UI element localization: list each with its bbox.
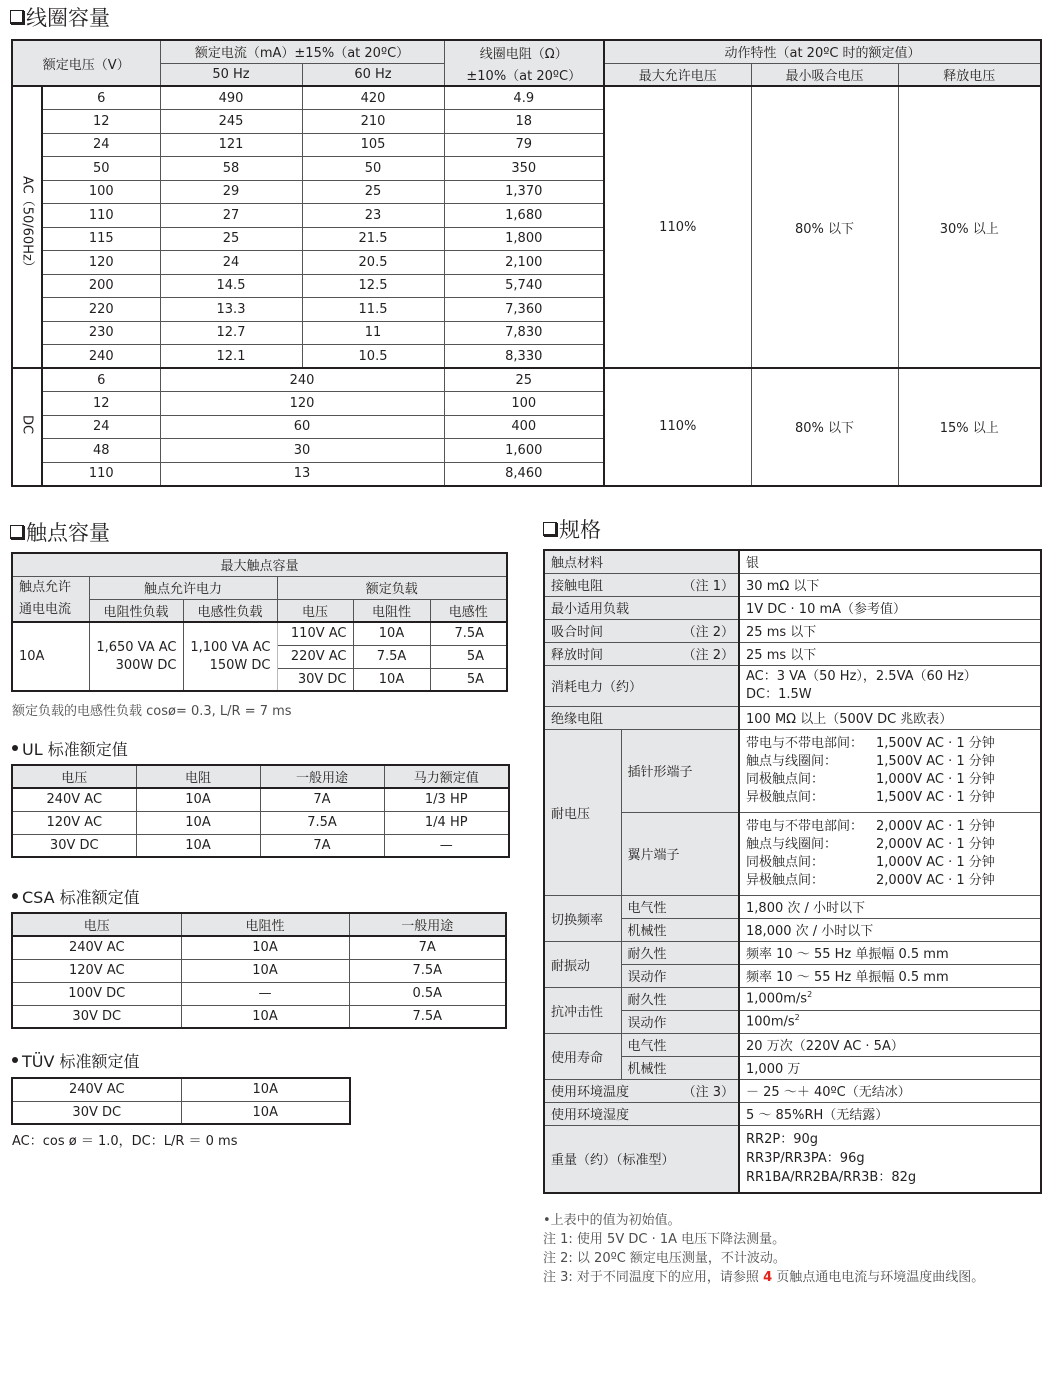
spec-value: 25 ms 以下 <box>739 642 1041 665</box>
coil-cell-r: 1,370 <box>444 180 604 204</box>
inductive-power-dc: 150W DC <box>209 657 271 673</box>
tuv-row-cell: 10A <box>181 1078 350 1101</box>
spec-value-weight <box>739 1125 1041 1193</box>
coil-cell-c60: 210 <box>302 110 444 134</box>
spec-label: 使用寿命 <box>544 1033 621 1079</box>
coil-cell-c: 120 <box>160 392 444 416</box>
coil-cell-v: 200 <box>42 274 160 298</box>
superscript: 2 <box>794 1013 800 1023</box>
csa-row-cell: 7.5A <box>349 1005 506 1028</box>
coil-cell-v: 24 <box>42 133 160 157</box>
ul-row <box>12 811 509 834</box>
spec-sublabel: 耐久性 <box>621 987 739 1010</box>
spec-label: 消耗电力（约） <box>544 665 739 706</box>
dielectric-line <box>746 753 1040 771</box>
weight-line: RR3P/RR3PA：96g <box>746 1151 865 1167</box>
coil-cell-r: 7,830 <box>444 321 604 345</box>
coil-cell-c: 240 <box>160 368 444 392</box>
ac-max-voltage: 110% <box>604 86 751 368</box>
contact-note: 额定负载的电感性负载 cosø= 0.3, L/R = 7 ms <box>12 704 292 719</box>
ul-row <box>12 788 509 811</box>
coil-cell-v: 50 <box>42 157 160 181</box>
tuv-row-cell: 30V DC <box>12 1101 181 1124</box>
ul-row-cell: 1/4 HP <box>384 811 509 834</box>
contact-table <box>11 552 508 692</box>
dielectric-line <box>746 735 1040 753</box>
ac-label-text: AC（50/60Hz） <box>19 176 35 274</box>
coil-cell-c60: 11 <box>302 321 444 345</box>
dielectric-key: 同极触点间： <box>746 854 825 870</box>
ul-row-cell: — <box>384 834 509 857</box>
power-ac: AC：3 VA（50 Hz），2.5VA（60 Hz） <box>746 668 977 684</box>
spec-value: 频率 10 ～ 55 Hz 单振幅 0.5 mm <box>739 964 1041 987</box>
tuv-title-text: TÜV 标准额定值 <box>22 1052 140 1071</box>
csa-row-cell: 10A <box>181 1005 349 1028</box>
dielectric-value: 2,000V AC · 1 分钟 <box>876 872 995 888</box>
rated-resistive-cell: 10A <box>353 622 430 645</box>
coil-cell-c50: 245 <box>160 110 302 134</box>
coil-cell-v: 230 <box>42 321 160 345</box>
dielectric-value: 1,500V AC · 1 分钟 <box>876 735 995 751</box>
footnote-1: 注 1: 使用 5V DC · 1A 电压下降法测量。 <box>543 1232 786 1247</box>
inductive-power-value <box>183 622 277 691</box>
spec-value: 30 mΩ 以下 <box>739 573 1041 596</box>
csa-row-cell: 7.5A <box>349 959 506 982</box>
csa-row-cell: 120V AC <box>12 959 181 982</box>
tuv-row-cell: 10A <box>181 1101 350 1124</box>
ul-row-cell: 10A <box>136 788 260 811</box>
header-50hz: 50 Hz <box>160 63 302 86</box>
ul-row-cell: 30V DC <box>12 834 136 857</box>
rated-voltage-cell: 220V AC <box>277 645 353 668</box>
spec-label: 耐振动 <box>544 941 621 987</box>
coil-cell-v: 12 <box>42 392 160 416</box>
coil-cell-v: 110 <box>42 204 160 228</box>
coil-cell-v: 24 <box>42 415 160 439</box>
power-dc: DC：1.5W <box>746 686 812 702</box>
coil-cell-c50: 27 <box>160 204 302 228</box>
spec-label: 使用环境湿度 <box>544 1102 739 1125</box>
spec-label: 接触电阻 <box>551 579 604 594</box>
ul-row-cell: 10A <box>136 811 260 834</box>
coil-cell-c: 60 <box>160 415 444 439</box>
csa-row-cell: 10A <box>181 959 349 982</box>
coil-cell-r: 8,330 <box>444 345 604 369</box>
spec-sublabel: 耐久性 <box>621 941 739 964</box>
dc-max-voltage: 110% <box>604 368 751 486</box>
coil-cell-v: 240 <box>42 345 160 369</box>
coil-ac-row <box>12 86 1041 110</box>
dielectric-key: 同极触点间： <box>746 771 825 787</box>
spec-label: 重量（约）（标准型） <box>544 1125 739 1193</box>
spec-sublabel: 插针形端子 <box>621 729 739 812</box>
spec-label: 抗冲击性 <box>544 987 621 1033</box>
header-rated-load: 额定负载 <box>277 576 507 599</box>
spec-value: 20 万次（220V AC · 5A） <box>739 1033 1041 1056</box>
contact-current-value: 10A <box>12 622 89 691</box>
ul-title-text: UL 标准额定值 <box>22 740 128 759</box>
coil-table <box>11 39 1042 487</box>
square-bullet-icon <box>10 10 24 24</box>
spec-value: 银 <box>739 550 1041 573</box>
csa-row <box>12 1005 506 1028</box>
dielectric-key: 异极触点间： <box>746 872 825 888</box>
header-min-pickup: 最小吸合电压 <box>751 63 898 86</box>
header-resistive: 电阻性 <box>353 599 430 622</box>
bullet-icon <box>12 893 18 899</box>
ul-header: 电压 <box>12 765 136 788</box>
ul-row-cell: 120V AC <box>12 811 136 834</box>
coil-cell-v: 48 <box>42 439 160 463</box>
coil-cell-c50: 58 <box>160 157 302 181</box>
dielectric-blade-values <box>739 812 1041 895</box>
coil-cell-c50: 24 <box>160 251 302 275</box>
tuv-table <box>11 1077 351 1125</box>
header-rated-current: 额定电流（mA）±15%（at 20ºC） <box>160 40 444 63</box>
spec-title-text: 规格 <box>559 518 601 542</box>
weight-line: RR1BA/RR2BA/RR3B：82g <box>746 1170 917 1186</box>
coil-cell-r: 1,600 <box>444 439 604 463</box>
rated-inductive-cell: 5A <box>430 645 507 668</box>
coil-cell-c60: 105 <box>302 133 444 157</box>
spec-sublabel: 机械性 <box>621 918 739 941</box>
header-operating: 动作特性（at 20ºC 时的额定值） <box>604 40 1041 63</box>
dc-min-pickup: 80% 以下 <box>751 368 898 486</box>
coil-cell-c60: 21.5 <box>302 227 444 251</box>
spec-label: 释放时间 <box>551 648 604 663</box>
rated-inductive-cell: 5A <box>430 668 507 691</box>
dielectric-value: 2,000V AC · 1 分钟 <box>876 836 995 852</box>
allow-current-line2: 通电电流 <box>19 601 72 617</box>
header-max-voltage: 最大允许电压 <box>604 63 751 86</box>
spec-label: 绝缘电阻 <box>544 706 739 729</box>
dielectric-key: 带电与不带电部间： <box>746 818 864 834</box>
dielectric-line <box>746 789 1040 807</box>
spec-sublabel: 电气性 <box>621 1033 739 1056</box>
coil-cell-c: 13 <box>160 462 444 486</box>
spec-table <box>543 549 1042 1194</box>
coil-cell-c60: 420 <box>302 86 444 110</box>
csa-table <box>11 912 507 1029</box>
dc-label-text: DC <box>19 415 35 435</box>
ac-dropout: 30% 以上 <box>898 86 1041 368</box>
footnote-3 <box>543 1268 984 1287</box>
dielectric-line <box>746 836 1040 854</box>
contact-title-text: 触点容量 <box>26 521 110 545</box>
header-60hz: 60 Hz <box>302 63 444 86</box>
footnote-initial: •上表中的值为初始值。 <box>543 1213 681 1228</box>
coil-cell-v: 6 <box>42 86 160 110</box>
spec-value-power <box>739 665 1041 706</box>
rated-resistive-cell: 10A <box>353 668 430 691</box>
csa-row <box>12 936 506 959</box>
coil-cell-v: 115 <box>42 227 160 251</box>
bullet-icon <box>12 745 18 751</box>
tuv-note: AC：cos ø ＝ 1.0，DC：L/R ＝ 0 ms <box>12 1134 238 1149</box>
spec-value: 频率 10 ～ 55 Hz 单振幅 0.5 mm <box>739 941 1041 964</box>
dielectric-key: 触点与线圈间： <box>746 753 838 769</box>
spec-label: 使用环境温度 <box>551 1085 630 1100</box>
dielectric-line <box>746 771 1040 789</box>
ul-header: 马力额定值 <box>384 765 509 788</box>
coil-cell-v: 120 <box>42 251 160 275</box>
coil-cell-r: 79 <box>444 133 604 157</box>
shock-durability-text: 1,000m/s <box>746 991 808 1007</box>
spec-label-pickup-time <box>544 619 739 642</box>
dielectric-value: 2,000V AC · 1 分钟 <box>876 818 995 834</box>
coil-cell-c60: 23 <box>302 204 444 228</box>
csa-header: 电压 <box>12 913 181 936</box>
spec-value: － 25 ～＋ 40ºC（无结冰） <box>739 1079 1041 1102</box>
coil-cell-c50: 121 <box>160 133 302 157</box>
spec-sublabel: 误动作 <box>621 1010 739 1033</box>
tuv-row-cell: 240V AC <box>12 1078 181 1101</box>
coil-cell-c60: 50 <box>302 157 444 181</box>
footnote-3-text: 注 3: 对于不同温度下的应用，请参照 <box>543 1270 764 1285</box>
spec-note-ref: （注 3） <box>682 1085 735 1100</box>
tuv-row <box>12 1078 350 1101</box>
spec-label-release-time <box>544 642 739 665</box>
dielectric-line <box>746 854 1040 872</box>
csa-header: 电阻性 <box>181 913 349 936</box>
dielectric-value: 1,000V AC · 1 分钟 <box>876 854 995 870</box>
coil-cell-r: 1,800 <box>444 227 604 251</box>
header-dropout: 释放电压 <box>898 63 1041 86</box>
spec-label: 最小适用负载 <box>544 596 739 619</box>
csa-row-cell: 0.5A <box>349 982 506 1005</box>
coil-cell-r: 5,740 <box>444 274 604 298</box>
dielectric-value: 1,500V AC · 1 分钟 <box>876 789 995 805</box>
dielectric-key: 触点与线圈间： <box>746 836 838 852</box>
coil-cell-v: 12 <box>42 110 160 134</box>
dielectric-value: 1,000V AC · 1 分钟 <box>876 771 995 787</box>
coil-cell-r: 350 <box>444 157 604 181</box>
contact-section-title <box>10 517 110 547</box>
coil-cell-c60: 10.5 <box>302 345 444 369</box>
dc-dropout: 15% 以上 <box>898 368 1041 486</box>
spec-value: 1,800 次 / 小时以下 <box>739 895 1041 918</box>
csa-row-cell: 7A <box>349 936 506 959</box>
spec-label-contact-resistance <box>544 573 739 596</box>
spec-note-ref: （注 1） <box>682 579 735 594</box>
resistive-power-dc: 300W DC <box>115 657 177 673</box>
coil-cell-c50: 29 <box>160 180 302 204</box>
square-bullet-icon <box>543 522 557 536</box>
shock-malfunction-text: 100m/s <box>746 1014 795 1030</box>
square-bullet-icon <box>10 525 24 539</box>
spec-value: 5 ～ 85%RH（无结露） <box>739 1102 1041 1125</box>
spec-label: 吸合时间 <box>551 625 604 640</box>
ul-section-title <box>12 737 128 760</box>
coil-cell-c60: 25 <box>302 180 444 204</box>
bullet-icon <box>12 1057 18 1063</box>
header-allow-power: 触点允许电力 <box>89 576 277 599</box>
header-inductive-load: 电感性负载 <box>183 599 277 622</box>
csa-title-text: CSA 标准额定值 <box>22 888 140 907</box>
coil-section-title <box>10 2 110 32</box>
rated-inductive-cell: 7.5A <box>430 622 507 645</box>
coil-cell-r: 100 <box>444 392 604 416</box>
ac-group-label <box>12 86 42 368</box>
csa-row <box>12 982 506 1005</box>
coil-cell-c60: 20.5 <box>302 251 444 275</box>
coil-cell-r: 400 <box>444 415 604 439</box>
csa-section-title <box>12 885 140 908</box>
spec-note-ref: （注 2） <box>682 625 735 640</box>
footnote-2: 注 2: 以 20ºC 额定电压测量，不计波动。 <box>543 1251 786 1266</box>
rated-resistive-cell: 7.5A <box>353 645 430 668</box>
rated-voltage-cell: 30V DC <box>277 668 353 691</box>
coil-cell-c60: 11.5 <box>302 298 444 322</box>
coil-cell-v: 110 <box>42 462 160 486</box>
ul-table <box>11 764 510 858</box>
coil-title-text: 线圈容量 <box>26 6 110 30</box>
dielectric-line <box>746 872 1040 890</box>
tuv-row <box>12 1101 350 1124</box>
tuv-section-title <box>12 1049 140 1072</box>
ul-header: 一般用途 <box>260 765 384 788</box>
dc-group-label <box>12 368 42 486</box>
coil-cell-r: 1,680 <box>444 204 604 228</box>
header-inductive: 电感性 <box>430 599 507 622</box>
csa-row-cell: — <box>181 982 349 1005</box>
spec-value: 1,000 万 <box>739 1056 1041 1079</box>
csa-header: 一般用途 <box>349 913 506 936</box>
coil-cell-c50: 25 <box>160 227 302 251</box>
header-allow-current <box>12 576 89 622</box>
allow-current-line1: 触点允许 <box>19 579 72 595</box>
coil-cell-v: 100 <box>42 180 160 204</box>
coil-cell-c50: 12.1 <box>160 345 302 369</box>
coil-cell-r: 8,460 <box>444 462 604 486</box>
coil-cell-r: 7,360 <box>444 298 604 322</box>
spec-value: 100 MΩ 以上（500V DC 兆欧表） <box>739 706 1041 729</box>
resistive-power-value <box>89 622 183 691</box>
header-resistive-load: 电阻性负载 <box>89 599 183 622</box>
spec-value-shock-malfunction <box>739 1010 1041 1033</box>
coil-cell-c50: 13.3 <box>160 298 302 322</box>
csa-row <box>12 959 506 982</box>
csa-row-cell: 240V AC <box>12 936 181 959</box>
superscript: 2 <box>807 990 813 1000</box>
spec-sublabel: 翼片端子 <box>621 812 739 895</box>
ul-row-cell: 7A <box>260 834 384 857</box>
dielectric-line <box>746 818 1040 836</box>
footnote-3-text: 页触点通电电流与环境温度曲线图。 <box>772 1270 985 1285</box>
coil-cell-v: 6 <box>42 368 160 392</box>
spec-label-temp <box>544 1079 739 1102</box>
header-coil-resistance-1: 线圈电阻（Ω） <box>444 40 604 63</box>
coil-cell-r: 4.9 <box>444 86 604 110</box>
spec-label: 触点材料 <box>544 550 739 573</box>
spec-section-title <box>543 514 601 544</box>
spec-value: 25 ms 以下 <box>739 619 1041 642</box>
resistive-power-ac: 1,650 VA AC <box>96 639 177 655</box>
ul-row <box>12 834 509 857</box>
ul-row-cell: 10A <box>136 834 260 857</box>
header-rated-voltage: 额定电压（V） <box>12 40 160 86</box>
coil-cell-r: 25 <box>444 368 604 392</box>
header-max-contact: 最大触点容量 <box>12 553 507 576</box>
ul-row-cell: 7A <box>260 788 384 811</box>
header-voltage: 电压 <box>277 599 353 622</box>
spec-sublabel: 误动作 <box>621 964 739 987</box>
coil-cell-c: 30 <box>160 439 444 463</box>
spec-label: 切换频率 <box>544 895 621 941</box>
ul-header: 电阻 <box>136 765 260 788</box>
csa-row-cell: 100V DC <box>12 982 181 1005</box>
dielectric-value: 1,500V AC · 1 分钟 <box>876 753 995 769</box>
coil-dc-row <box>12 368 1041 392</box>
spec-label: 耐电压 <box>544 729 621 895</box>
csa-row-cell: 10A <box>181 936 349 959</box>
weight-line: RR2P：90g <box>746 1132 818 1148</box>
coil-cell-r: 2,100 <box>444 251 604 275</box>
spec-value: 1V DC · 10 mA（参考值） <box>739 596 1041 619</box>
rated-voltage-cell: 110V AC <box>277 622 353 645</box>
ul-row-cell: 7.5A <box>260 811 384 834</box>
dielectric-pin-values <box>739 729 1041 812</box>
coil-cell-c60: 12.5 <box>302 274 444 298</box>
spec-sublabel: 机械性 <box>621 1056 739 1079</box>
spec-sublabel: 电气性 <box>621 895 739 918</box>
dielectric-key: 异极触点间： <box>746 789 825 805</box>
inductive-power-ac: 1,100 VA AC <box>190 639 271 655</box>
spec-value-shock-durability <box>739 987 1041 1010</box>
coil-cell-v: 220 <box>42 298 160 322</box>
coil-cell-c50: 14.5 <box>160 274 302 298</box>
spec-value: 18,000 次 / 小时以下 <box>739 918 1041 941</box>
coil-cell-r: 18 <box>444 110 604 134</box>
ac-min-pickup: 80% 以下 <box>751 86 898 368</box>
dielectric-key: 带电与不带电部间： <box>746 735 864 751</box>
ul-row-cell: 240V AC <box>12 788 136 811</box>
header-coil-resistance-2: ±10%（at 20ºC） <box>444 63 604 86</box>
spec-footnotes <box>543 1211 984 1287</box>
ul-row-cell: 1/3 HP <box>384 788 509 811</box>
spec-note-ref: （注 2） <box>682 648 735 663</box>
csa-row-cell: 30V DC <box>12 1005 181 1028</box>
coil-cell-c50: 490 <box>160 86 302 110</box>
page-reference-link[interactable]: 4 <box>763 1270 773 1285</box>
coil-cell-c50: 12.7 <box>160 321 302 345</box>
